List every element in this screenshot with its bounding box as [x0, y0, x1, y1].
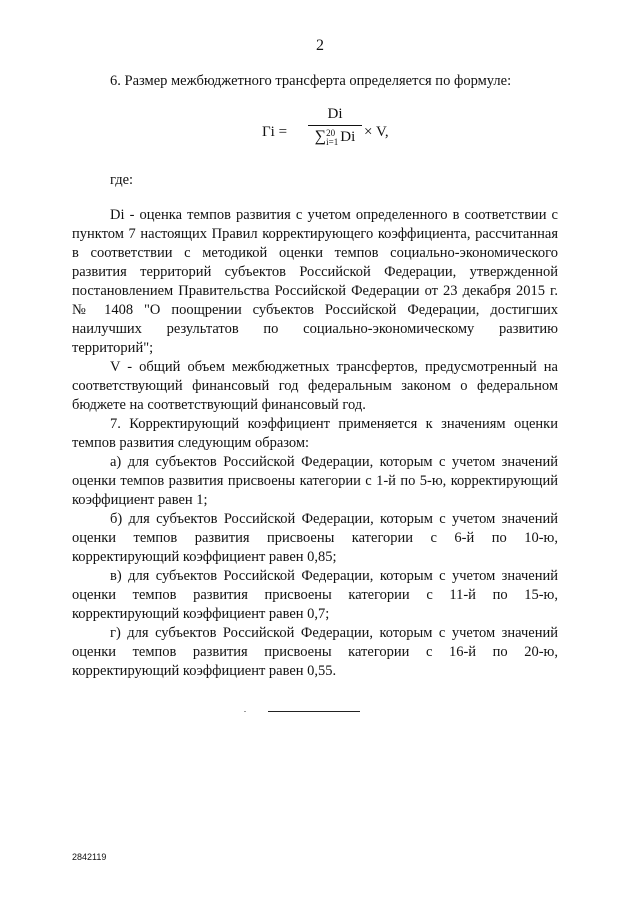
fraction-bar	[308, 125, 362, 126]
sum-limits	[326, 129, 338, 147]
sum-lower-limit: i=1	[326, 136, 339, 147]
paragraph-6: 6. Размер межбюджетного трансферта определяется по формуле:	[110, 73, 512, 89]
document-body	[72, 72, 558, 681]
document-code: 2842119	[72, 852, 107, 862]
formula-denominator	[308, 128, 362, 147]
formula-rhs: × V,	[364, 124, 389, 140]
paragraph-7: 7. Корректирующий коэффициент применяется к значениям оценки темпов развития следующим образом:	[72, 416, 558, 451]
where-label: где:	[110, 172, 134, 188]
denominator-term: Di	[340, 129, 356, 145]
formula-numerator: Di	[327, 106, 343, 122]
closing-rule	[268, 711, 360, 712]
list-item-b: б) для субъектов Российской Федерации, которым с учетом значений оценки темпов развития присвоены категории с 6-й по 10-ю, корректирующий коэффициент равен 0,85;	[72, 511, 558, 565]
sum-upper-limit: 20	[326, 127, 336, 138]
definition-v: V - общий объем межбюджетных трансфертов, предусмотренный на соответствующий финансовый год федеральным законом о федеральном бюджете на соответствующий финансовый год.	[72, 359, 558, 413]
formula-lhs: Гi =	[262, 124, 288, 140]
transfer-formula	[72, 99, 558, 165]
definition-di: Di - оценка темпов развития с учетом определенного в соответствии с пунктом 7 настоящих Правил корректирующего коэффициента, рассчитанная в соответствии с методикой оценки темпов социально-экономического развития территорий субъектов Российской Федерации, утвержденной постановлением Правительства Российской Федерации от 23 декабря 2015 г. № 1408 "О поощрении субъектов Российской Федерации, достигших наилучших результатов по социально-экономическому развитию территорий";	[72, 207, 558, 356]
spacer	[72, 190, 558, 206]
sum-symbol: ∑	[314, 128, 327, 145]
list-item-d: г) для субъектов Российской Федерации, которым с учетом значений оценки темпов развития присвоены категории с 16-й по 20-ю, корректирующий коэффициент равен 0,55.	[72, 625, 558, 679]
list-item-c: в) для субъектов Российской Федерации, которым с учетом значений оценки темпов развития присвоены категории с 11-й по 15-ю, корректирующий коэффициент равен 0,7;	[72, 568, 558, 622]
list-item-a: а) для субъектов Российской Федерации, которым с учетом значений оценки темпов развития присвоены категории с 1-й по 5-ю, корректирующий коэффициент равен 1;	[72, 454, 558, 508]
formula-fraction	[308, 105, 362, 147]
closing-mark	[244, 711, 246, 712]
page-number: 2	[316, 37, 324, 54]
